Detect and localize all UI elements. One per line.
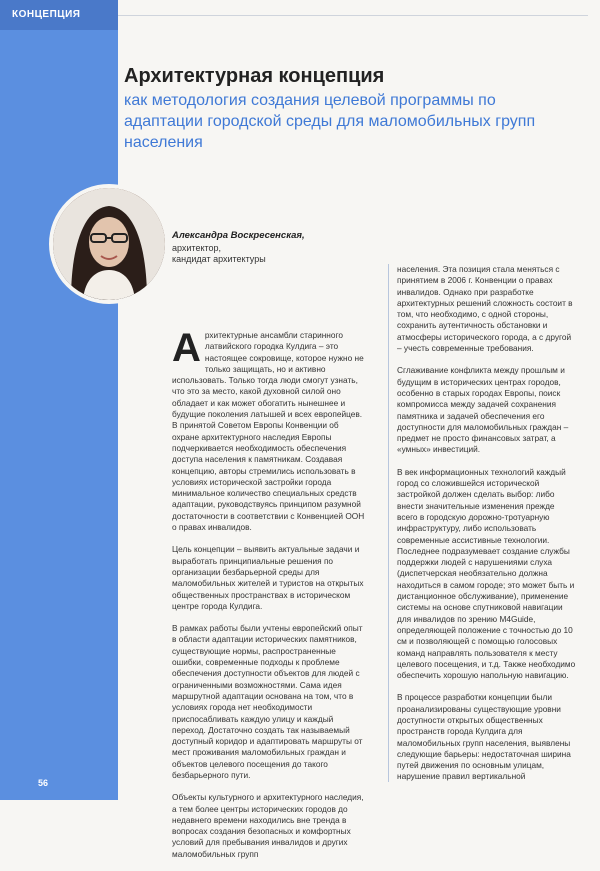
left-column <box>172 326 368 871</box>
paragraph: Цель концепции – выявить актуальные задачи и выработать принципиальные решения по организации безбарьерной среды для маломобильных жителей и туристов на открытых общественных пространствах в историческом центре города Кулдига. <box>172 544 364 611</box>
article-title: Архитектурная концепция <box>124 65 385 87</box>
paragraph: В век информационных технологий каждый город со сложившейся исторической застройкой должен сделать выбор: либо внести значительные изменения прежде всего в городскую дорожно-тротуарную инфраструктуру, либо использовать современные ассистивные технологии. Последнее подразумевает создание службы поддержки людей с нарушениями слуха (диспетчерская необязательно должна находиться в самом городе; это может быть и дистанционное обслуживание), применение системы на основе спутниковой навигации для инвалидов по зрению M4Guide, определяющей положение с точностью до 10 см и позволяющей с помощью голосовых команд направлять пользователя к месту целевого посещения, и т.д. Также необходимо обеспечить хорошую напольную навигацию. <box>397 466 576 681</box>
author-credentials <box>172 243 266 265</box>
left-color-band <box>0 30 118 800</box>
paragraph: Сглаживание конфликта между прошлым и будущим в исторических центрах городов, особенно в старых городах Европы, поиск компромисса между задачей сохранения памятника и задачей обеспечения его доступности для маломобильных граждан – предмет не просто финансовых затрат, а «умных» инвестиций. <box>397 365 569 455</box>
column-divider <box>388 264 389 782</box>
page-number: 56 <box>38 778 49 788</box>
section-label: КОНЦЕПЦИЯ <box>0 0 118 30</box>
author-role: архитектор, <box>172 243 222 253</box>
paragraph: населения. Эта позиция стала меняться с принятием в 2006 г. Конвенции о правах инвалидов. Однако при разработке архитектурных решений сложность состоит в том, что необходимо, с одной стороны, сохранить аутентичность обстановки и атмосферы исторического города, а с другой – учесть современные требования. <box>397 264 573 354</box>
author-degree: кандидат архитектуры <box>172 254 266 264</box>
intro-text: рхитектурные ансамбли старинного латвийского городка Кулдига – это настоящее сокровище, которое нужно не только защищать, но и активно использовать. Только тогда люди смогут узнать, что это за место, какой духовной силой оно обладает и как может обогатить нынешнее и будущие поколения латышей и всех европейцев. В принятой Советом Европы Конвенции об охране архитектурного наследия Европы подчеркивается необходимость обеспечения доступа населения к памятникам. Создавая концепцию, авторы стремились использовать в условиях исторической застройки города минимальное количество специальных средств адаптации, руководствуясь принципом разумной достаточности в соответствии с Конвенцией ООН о правах инвалидов. <box>172 330 365 533</box>
drop-cap: А <box>172 326 201 370</box>
paragraph: В рамках работы были учтены европейский опыт в области адаптации исторических памятников, существующие нормы, распространенные ошибки, современные подходы к проблеме обеспечения доступности объектов для людей с ограниченными возможностями. Сама идея маршрутной адаптации основана на том, что в условиях города нет необходимости приспосабливать каждую улицу и каждый переход. Достаточно создать так называемый доступный коридор и адаптировать маршруты от мест проживания маломобильных граждан и объектов целевого посещения до такого безбарьерного пути. <box>172 623 363 780</box>
right-column <box>397 264 577 794</box>
intro-paragraph <box>172 326 368 533</box>
paragraph: Объекты культурного и архитектурного наследия, а тем более центры исторических городов до недавнего времени находились вне трендa в вопросах создания безопасных и комфортных условий для пребывания инвалидов и других маломобильных групп <box>172 792 364 859</box>
author-photo <box>49 184 169 304</box>
paragraph: В процессе разработки концепции были проанализированы существующие уровни доступности открытых общественных пространств города Кулдига для маломобильных групп населения, выявлены следующие барьеры: недостаточная ширина путей движения по основным улицам, нарушение правил вертикальной <box>397 692 571 782</box>
article-subtitle: как методология создания целевой программы по адаптации городской среды для маломобильных групп населения <box>124 92 536 151</box>
author-name: Александра Воскресенская, <box>172 230 305 241</box>
author-portrait-icon <box>53 188 165 300</box>
header-rule <box>118 15 588 16</box>
